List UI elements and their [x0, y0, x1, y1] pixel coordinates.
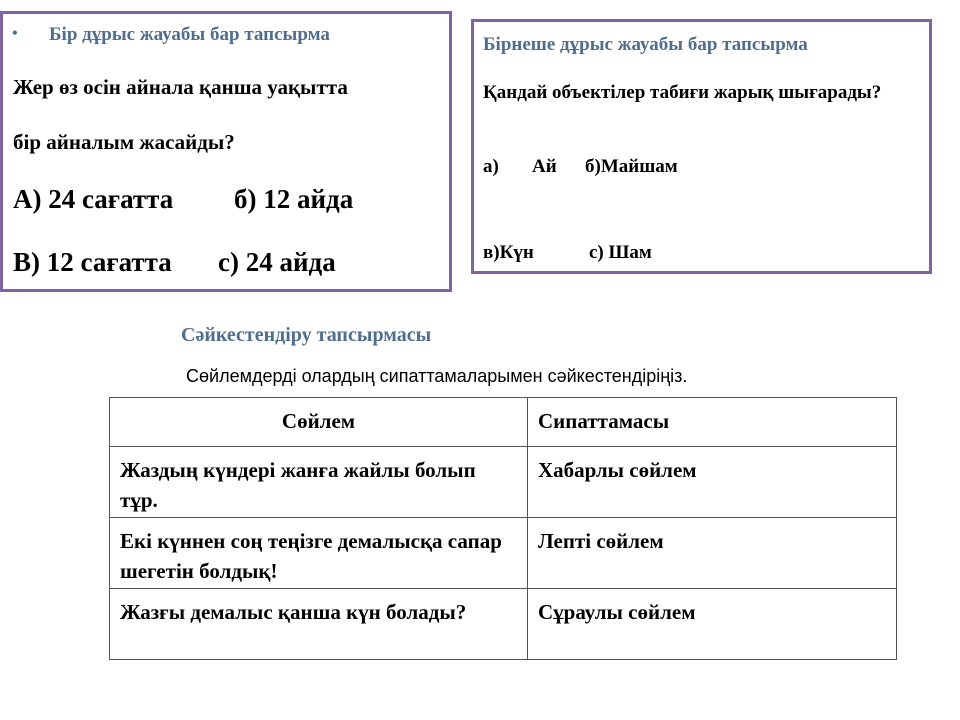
sentence-cell: Жазғы демалыс қанша күн болады? [110, 589, 528, 660]
option-v: В) 12 сағатта [13, 247, 172, 277]
table-row [110, 518, 897, 589]
option-moon: Ай [532, 156, 557, 177]
single-answer-task-title: Бір дұрыс жауабы бар тапсырма [49, 24, 330, 45]
multiple-answer-task-title: Бірнеше дұрыс жауабы бар тапсырма [483, 34, 808, 55]
description-cell: Лепті сөйлем [528, 518, 897, 589]
option-lamp: с) Шам [589, 242, 652, 263]
option-candle: б)Майшам [585, 156, 678, 177]
header-sentence: Сөйлем [110, 398, 528, 447]
single-answer-task-box [0, 11, 452, 292]
matching-instruction: Сөйлемдерді олардың сипаттамаларымен сәйкестендіріңіз. [186, 366, 688, 386]
multiple-answer-task-box [471, 19, 932, 274]
description-cell: Хабарлы сөйлем [528, 447, 897, 518]
sentence-cell: Екі күннен соң теңізге демалысқа сапар шегетін болдық! [110, 518, 528, 589]
table-header-row [110, 398, 897, 447]
table-row [110, 447, 897, 518]
question-line-2: бір айналым жасайды? [13, 130, 235, 154]
option-sun: в)Күн [483, 242, 534, 263]
bullet: • [12, 25, 18, 42]
header-description: Сипаттамасы [528, 398, 897, 447]
option-a: А) 24 сағатта [13, 184, 174, 214]
multiple-answer-question: Қандай объектілер табиғи жарық шығарады? [483, 82, 882, 103]
matching-task-title: Сәйкестендіру тапсырмасы [181, 324, 432, 346]
matching-table [109, 397, 897, 660]
question-line-1: Жер өз осін айнала қанша уақытта [13, 75, 348, 99]
option-a-marker: а) [483, 156, 499, 177]
table-row [110, 589, 897, 660]
option-c: с) 24 айда [218, 247, 336, 277]
sentence-cell: Жаздың күндері жанға жайлы болып тұр. [110, 447, 528, 518]
description-cell: Сұраулы сөйлем [528, 589, 897, 660]
option-b: б) 12 айда [234, 184, 354, 214]
